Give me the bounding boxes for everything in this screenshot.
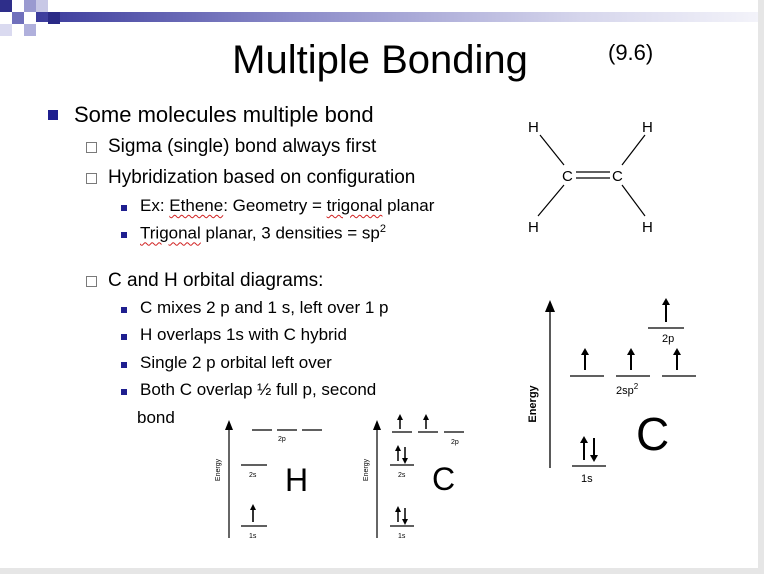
energy-axis-label: Energy (363, 458, 370, 482)
atom-symbol: C (432, 461, 456, 497)
level-2sp-label: $2sp^2$ (616, 382, 639, 397)
bullet-both-c-overlap-cont: bond (137, 408, 175, 427)
bullet-sigma: Sigma (single) bond always first (108, 136, 377, 157)
bullet-hollow-marker (86, 276, 97, 287)
ethene-atom-h3: H (528, 219, 539, 236)
slide-title: Multiple Bonding (232, 38, 528, 82)
level-1s-label: 1s (249, 533, 257, 540)
electron-arrows (395, 414, 429, 525)
bullet-dot-marker (121, 232, 127, 238)
bullet-ethene-example (140, 196, 434, 216)
bullet-hollow-marker (86, 142, 97, 153)
bullet-main: Some molecules multiple bond (74, 102, 374, 127)
ex-prefix: Ex: (140, 196, 170, 215)
tp-trigonal: Trigonal (140, 223, 201, 243)
level-2p-label: 2p (662, 333, 675, 345)
bullet-hybridization: Hybridization based on configuration (108, 167, 416, 188)
ex-mid: : Geometry = (223, 196, 327, 215)
bullet-dot-marker (121, 389, 127, 395)
energy-axis-label: Energy (215, 458, 222, 482)
slide-frame-right (758, 0, 764, 574)
ethene-atom-h2: H (642, 119, 653, 136)
energy-axis-arrowhead (373, 420, 381, 430)
level-2s-label: 2s (398, 472, 406, 479)
energy-axis-arrowhead (545, 300, 555, 312)
bullet-c-mixes: C mixes 2 p and 1 s, left over 1 p (140, 298, 389, 317)
level-2p-label: 2p (278, 436, 286, 443)
bullet-dot-marker (121, 307, 127, 313)
bullet-orbital-diagrams: C and H orbital diagrams: (108, 270, 324, 291)
ethene-atom-h4: H (642, 219, 653, 236)
section-number: (9.6) (608, 40, 654, 65)
c-hybrid-orbital-diagram (522, 288, 722, 488)
electron-arrows (250, 504, 256, 522)
ex-trigonal: trigonal (326, 196, 383, 215)
bullet-trigonal-planar (140, 223, 386, 244)
bullet-dot-marker (121, 334, 127, 340)
slide-frame-bottom (0, 568, 764, 574)
energy-axis-label: Energy (527, 385, 539, 423)
bullet-dot-marker (121, 205, 127, 211)
h-orbital-diagram (208, 410, 348, 545)
ethene-atom-c2: C (612, 168, 623, 185)
ethene-structure (500, 108, 680, 240)
ex-ethene: Ethene (169, 196, 224, 215)
c-orbital-diagram (356, 410, 486, 545)
bullet-hollow-marker (86, 173, 97, 184)
level-2p-label: 2p (451, 439, 459, 446)
ethene-atom-h1: H (528, 119, 539, 136)
tp-superscript: 2 (379, 223, 387, 235)
bullet-h-overlaps: H overlaps 1s with C hybrid (140, 325, 347, 344)
ex-planar: planar (382, 196, 435, 215)
ethene-atom-c1: C (562, 168, 573, 185)
atom-symbol: H (285, 462, 309, 498)
tp-rest: planar, 3 densities = sp (200, 223, 380, 243)
bullet-both-c-overlap: Both C overlap ½ full p, second (140, 380, 377, 399)
level-1s-label: 1s (398, 533, 406, 540)
ethene-bonds (538, 135, 645, 216)
energy-axis-arrowhead (225, 420, 233, 430)
level-1s-label: 1s (581, 473, 593, 485)
bullet-dot-marker (121, 362, 127, 368)
bullet-square-marker (48, 110, 58, 120)
level-2s-label: 2s (249, 472, 257, 479)
bullet-single-2p: Single 2 p orbital left over (140, 353, 332, 372)
atom-symbol: C (636, 408, 670, 460)
